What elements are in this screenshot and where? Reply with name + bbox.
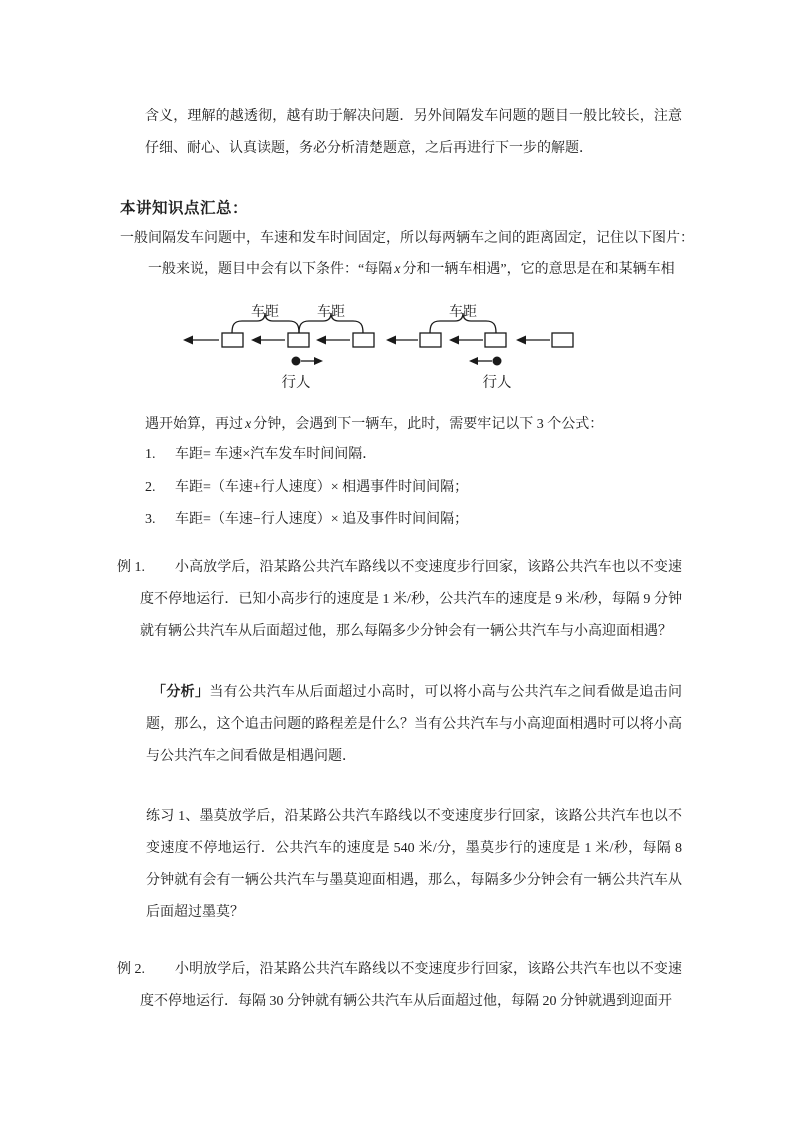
arrowhead xyxy=(386,336,396,345)
practice1-paragraph: 练习 1、墨莫放学后，沿某路公共汽车路线以不变速度步行回家，该路公共汽车也以不变速度不停地运行．公共汽车的速度是 540 米/分，墨莫步行的速度是 1 米/秒，每隔 8 分钟就有会有一辆公共汽车与墨莫迎面相遇，那么，每隔多少分钟会有一辆公共汽车从后面超过墨莫？ xyxy=(146,809,682,920)
formula-number: 1. xyxy=(145,447,156,462)
formula-item-3 xyxy=(145,504,468,536)
formulas-lead-suffix: 分钟，会遇到下一辆车，此时，需要牢记以下 3 个公式： xyxy=(253,417,604,432)
example1-text: 小高放学后，沿某路公共汽车路线以不变速度步行回家，该路公共汽车也以不变速度不停地运行．已知小高步行的速度是 1 米/秒，公共汽车的速度是 9 米/秒，每隔 9 分钟就有辆公共汽车从后面超过他，那么每隔多少分钟会有一辆公共汽车与小高迎面相遇？ xyxy=(140,560,682,639)
pedestrian-dot xyxy=(292,357,301,366)
formula-item-1 xyxy=(145,439,376,471)
formula-text: 车距= 车速×汽车发车时间间隔． xyxy=(175,447,377,462)
example2-text: 小明放学后，沿某路公共汽车路线以不变速度步行回家，该路公共汽车也以不变速度不停地运行．每隔 30 分钟就有辆公共汽车从后面超过他，每隔 20 分钟就遇到迎面开 xyxy=(140,962,682,1009)
arrowhead xyxy=(314,357,323,365)
variable-x: x xyxy=(394,262,401,277)
gap-label: 车距 xyxy=(317,305,345,320)
bus-box xyxy=(288,333,309,347)
formula-number: 3. xyxy=(145,512,156,527)
section-heading: 本讲知识点汇总： xyxy=(120,200,249,217)
pedestrian-dot xyxy=(493,357,502,366)
arrowhead xyxy=(469,357,478,365)
analysis-paragraph xyxy=(146,677,682,773)
summary-line2-prefix: 一般来说，题目中会有以下条件：“每隔 xyxy=(148,262,393,277)
bus-box xyxy=(552,333,573,347)
arrowhead xyxy=(449,336,459,345)
bus-interval-diagram xyxy=(0,298,793,398)
bus-box xyxy=(485,333,506,347)
intro-paragraph: 含义，理解的越透彻，越有助于解决问题．另外间隔发车问题的题目一般比较长，注意仔细、耐心、认真读题，务必分析清楚题意，之后再进行下一步的解题． xyxy=(145,109,682,156)
variable-x: x xyxy=(245,417,252,432)
formula-number: 2. xyxy=(145,480,156,495)
analysis-text: 当有公共汽车从后面超过小高时，可以将小高与公共汽车之间看做是追击问题，那么，这个追击问题的路程差是什么？当有公共汽车与小高迎面相遇时可以将小高与公共汽车之间看做是相遇问题． xyxy=(146,685,683,764)
bus-box xyxy=(353,333,374,347)
formula-text: 车距=（车速+行人速度）× 相遇事件时间间隔； xyxy=(175,480,469,495)
example1-label: 例 1. xyxy=(117,560,145,575)
example2-label: 例 2. xyxy=(117,962,145,977)
formulas-lead-line xyxy=(145,409,603,441)
summary-line2 xyxy=(148,254,675,286)
bus-box xyxy=(420,333,441,347)
arrowhead xyxy=(516,336,526,345)
arrowhead xyxy=(316,336,326,345)
gap-label: 车距 xyxy=(449,305,477,320)
formula-item-2 xyxy=(145,472,468,504)
arrowhead xyxy=(251,336,261,345)
bus-box xyxy=(222,333,243,347)
summary-line2-suffix: 分和一辆车相遇”，它的意思是在和某辆车相 xyxy=(402,262,675,277)
pedestrian-label: 行人 xyxy=(281,375,311,391)
arrowhead xyxy=(183,336,193,345)
gap-label: 车距 xyxy=(251,305,279,320)
formula-text: 车距=（车速−行人速度）× 追及事件时间间隔； xyxy=(175,512,469,527)
pedestrian-label: 行人 xyxy=(482,375,512,391)
formulas-lead-prefix: 遇开始算，再过 xyxy=(145,417,243,432)
analysis-label: 「分析」 xyxy=(152,685,210,700)
summary-line1: 一般间隔发车问题中，车速和发车时间固定，所以每两辆车之间的距离固定，记住以下图片： xyxy=(120,231,694,246)
